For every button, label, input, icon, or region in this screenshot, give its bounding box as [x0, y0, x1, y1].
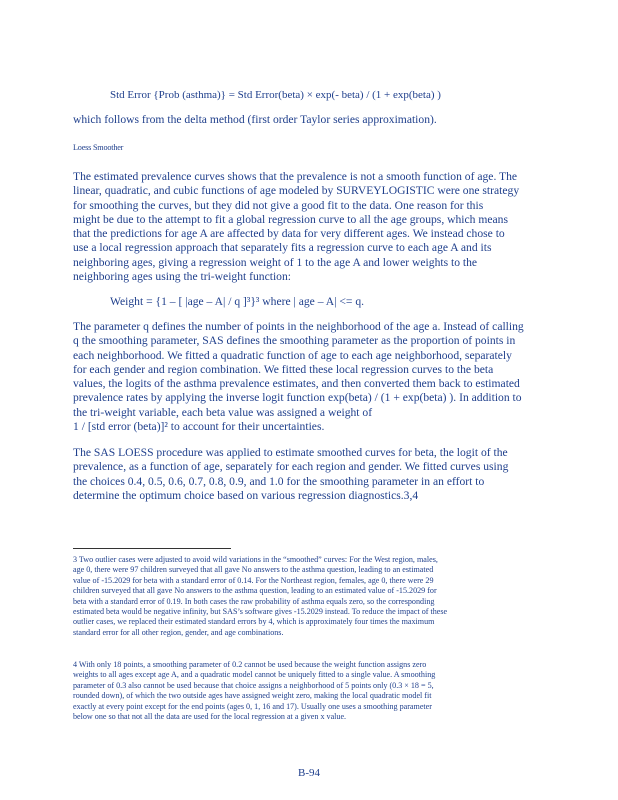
- footnote-separator: [73, 548, 231, 549]
- paragraph-line: use a local regression approach that separately fits a regression curve to each age A and its: [73, 241, 492, 255]
- footnote-line: parameter of 0.3 also cannot be used because that choice assigns a neighborhood of 5 points only (0.3 × 18 = 5,: [73, 680, 434, 690]
- paragraph-line: prevalence rates by applying the inverse logit function exp(beta) / (1 + exp(beta) ). In addition to: [73, 391, 522, 405]
- paragraph-line: neighboring ages using the tri-weight function:: [73, 270, 291, 284]
- footnote-line: age 0, there were 97 children surveyed that all gave No answers to the asthma question, leading to an estimated: [73, 565, 434, 575]
- paragraph-line: q the smoothing parameter, SAS defines the smoothing parameter as the proportion of points in: [73, 334, 516, 348]
- footnote-line: children surveyed that all gave No answers to the asthma question, leading to an estimated value of -15.2029 for: [73, 586, 437, 596]
- footnote-line: standard error for all other region, gender, and age combinations.: [73, 627, 284, 637]
- footnote-line: outlier cases, we replaced their estimated standard errors by 4, which is approximately four times the maximum: [73, 617, 435, 627]
- footnote-line: 3 Two outlier cases were adjusted to avoid wild variations in the “smoothed” curves: For the West region, males,: [73, 555, 438, 564]
- paragraph-line: linear, quadratic, and cubic functions of age modeled by SURVEYLOGISTIC were one strategy: [73, 184, 520, 198]
- footnote-line: below one so that not all the data are used for the local regression at a given x value.: [73, 712, 347, 722]
- paragraph-line: for smoothing the curves, but they did not give a good fit to the data. One reason for this: [73, 198, 484, 212]
- paragraph-line: The SAS LOESS procedure was applied to estimate smoothed curves for beta, the logit of the: [73, 446, 508, 459]
- footnote-line: weights to all ages except age A, and a quadratic model cannot be uniquely fitted to a single value. A smoothing: [73, 670, 436, 680]
- footnote-line: estimated beta would be negative infinity, but SAS’s software gives -15.2029 instead. To reduce the impact of these: [73, 607, 448, 617]
- paragraph-line: The estimated prevalence curves shows that the prevalence is not a smooth function of age. The: [73, 170, 518, 183]
- paragraph-line: values, the logits of the asthma prevalence estimates, and then converted them back to estimated: [73, 377, 520, 391]
- footnote-4: [73, 660, 573, 722]
- paragraph-line: neighboring ages, giving a regression weight of 1 to the age A and lower weights to the: [73, 255, 478, 269]
- paragraph-line: for each gender and region combination. We fitted these local regression curves to the beta: [73, 362, 494, 376]
- paragraph-line: determine the optimum choice based on various regression diagnostics.3,4: [73, 488, 419, 502]
- paragraph-line: the choices 0.4, 0.5, 0.6, 0.7, 0.8, 0.9, and 1.0 for the smoothing parameter in an effort to: [73, 474, 485, 488]
- footnote-3: [73, 555, 573, 638]
- paragraph-parameter-q: [73, 320, 565, 434]
- page-number: B-94: [298, 767, 320, 779]
- delta-method-text: which follows from the delta method (first order Taylor series approximation).: [73, 113, 437, 126]
- std-error-equation: Std Error {Prob (asthma)} = Std Error(beta) × exp(- beta) / (1 + exp(beta) ): [110, 89, 441, 101]
- paragraph-line: might be due to the attempt to fit a global regression curve to all the age groups, which means: [73, 212, 508, 226]
- paragraph-line: The parameter q defines the number of points in the neighborhood of the age a. Instead of calling: [73, 320, 524, 333]
- footnote-line: rounded down), of which the two outside ages have assigned weight zero, making the local quadratic model fit: [73, 691, 432, 701]
- paragraph-line: 1 / [std error (beta)]² to account for their uncertainties.: [73, 420, 325, 434]
- delta-method-line: [73, 113, 565, 127]
- paragraph-line: prevalence, as a function of age, separately for each region and gender. We fitted curves using: [73, 460, 509, 474]
- paragraph-line: the tri-weight variable, each beta value was assigned a weight of: [73, 405, 373, 419]
- paragraph-sas-loess: [73, 446, 565, 503]
- footnote-line: exactly at every point except for the end points (ages 0, 1, 16 and 17). Usually one uses a smoothing parameter: [73, 701, 432, 711]
- paragraph-line: that the predictions for age A are affected by data for very different ages. We instead chose to: [73, 227, 505, 241]
- paragraph-estimated-prevalence: [73, 170, 565, 284]
- paragraph-line: each neighborhood. We fitted a quadratic function of age to each age neighborhood, separately: [73, 348, 512, 362]
- weight-equation: Weight = {1 – [ |age – A| / q ]³}³ where | age – A| <= q.: [110, 295, 365, 308]
- footnote-line: beta with a standard error of 0.19. In both cases the raw probability of asthma equals zero, so the corresponding: [73, 596, 435, 606]
- footnote-line: value of -15.2029 for beta with a standard error of 0.14. For the Northeast region, females, age 0, there were 29: [73, 575, 434, 585]
- section-heading: Loess Smoother: [73, 143, 124, 152]
- footnote-line: 4 With only 18 points, a smoothing parameter of 0.2 cannot be used because the weight function assigns zero: [73, 660, 427, 669]
